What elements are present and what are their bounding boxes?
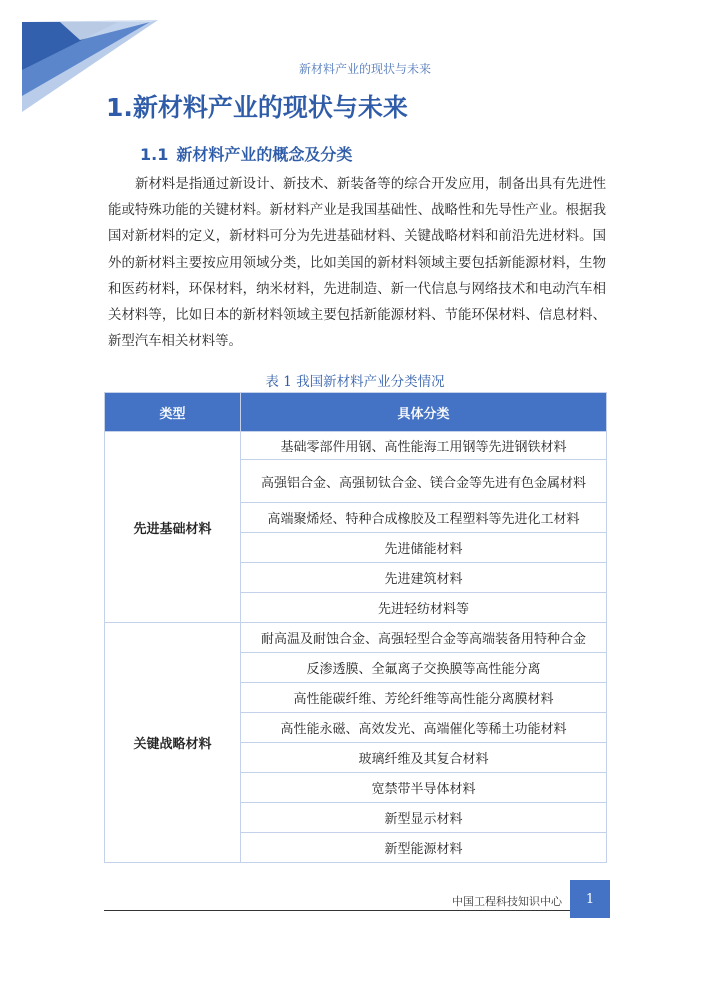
footer-rule	[104, 910, 570, 911]
table-cell: 玻璃纤维及其复合材料	[241, 743, 607, 773]
heading-2-text: 新材料产业的概念及分类	[176, 145, 353, 164]
table-cell: 先进轻纺材料等	[241, 593, 607, 623]
heading-2-number: 1.1	[140, 145, 169, 164]
group-cell: 关键战略材料	[105, 623, 241, 863]
table-cell: 基础零部件用钢、高性能海工用钢等先进钢铁材料	[241, 432, 607, 460]
heading-2	[140, 142, 352, 165]
footer-org: 中国工程科技知识中心	[452, 895, 562, 908]
table-row	[105, 623, 607, 653]
table-row	[105, 432, 607, 460]
page-number: 1	[570, 880, 610, 918]
table-cell: 耐高温及耐蚀合金、高强轻型合金等高端装备用特种合金	[241, 623, 607, 653]
table-cell: 宽禁带半导体材料	[241, 773, 607, 803]
table-cell: 高强铝合金、高强韧钛合金、镁合金等先进有色金属材料	[241, 460, 607, 503]
table-caption: 表 1 我国新材料产业分类情况	[265, 374, 445, 390]
category-table	[104, 392, 607, 863]
table-cell: 新型显示材料	[241, 803, 607, 833]
table-cell: 先进储能材料	[241, 533, 607, 563]
table-header-row	[105, 393, 607, 432]
table-cell: 高性能碳纤维、芳纶纤维等高性能分离膜材料	[241, 683, 607, 713]
header-type: 类型	[105, 393, 241, 432]
body-paragraph: 新材料是指通过新设计、新技术、新装备等的综合开发应用，制备出具有先进性能或特殊功能的关键材料。新材料产业是我国基础性、战略性和先导性产业。根据我国对新材料的定义，新材料可分为先进基础材料、关键战略材料和前沿先进材料。国外的新材料主要按应用领域分类，比如美国的新材料领域主要包括新能源材料，生物和医药材料，环保材料，纳米材料，先进制造、新一代信息与网络技术和电动汽车相关材料等，比如日本的新材料领域主要包括新能源材料、节能环保材料、信息材料、新型汽车相关材料等。	[108, 177, 606, 350]
table-cell: 新型能源材料	[241, 833, 607, 863]
heading-1: 1.新材料产业的现状与未来	[106, 93, 408, 122]
table-cell: 先进建筑材料	[241, 563, 607, 593]
table-cell: 高端聚烯烃、特种合成橡胶及工程塑料等先进化工材料	[241, 503, 607, 533]
group-cell: 先进基础材料	[105, 432, 241, 623]
running-header: 新材料产业的现状与未来	[298, 62, 431, 76]
header-detail: 具体分类	[241, 393, 607, 432]
table-cell: 反渗透膜、全氟离子交换膜等高性能分离	[241, 653, 607, 683]
table-cell: 高性能永磁、高效发光、高端催化等稀土功能材料	[241, 713, 607, 743]
